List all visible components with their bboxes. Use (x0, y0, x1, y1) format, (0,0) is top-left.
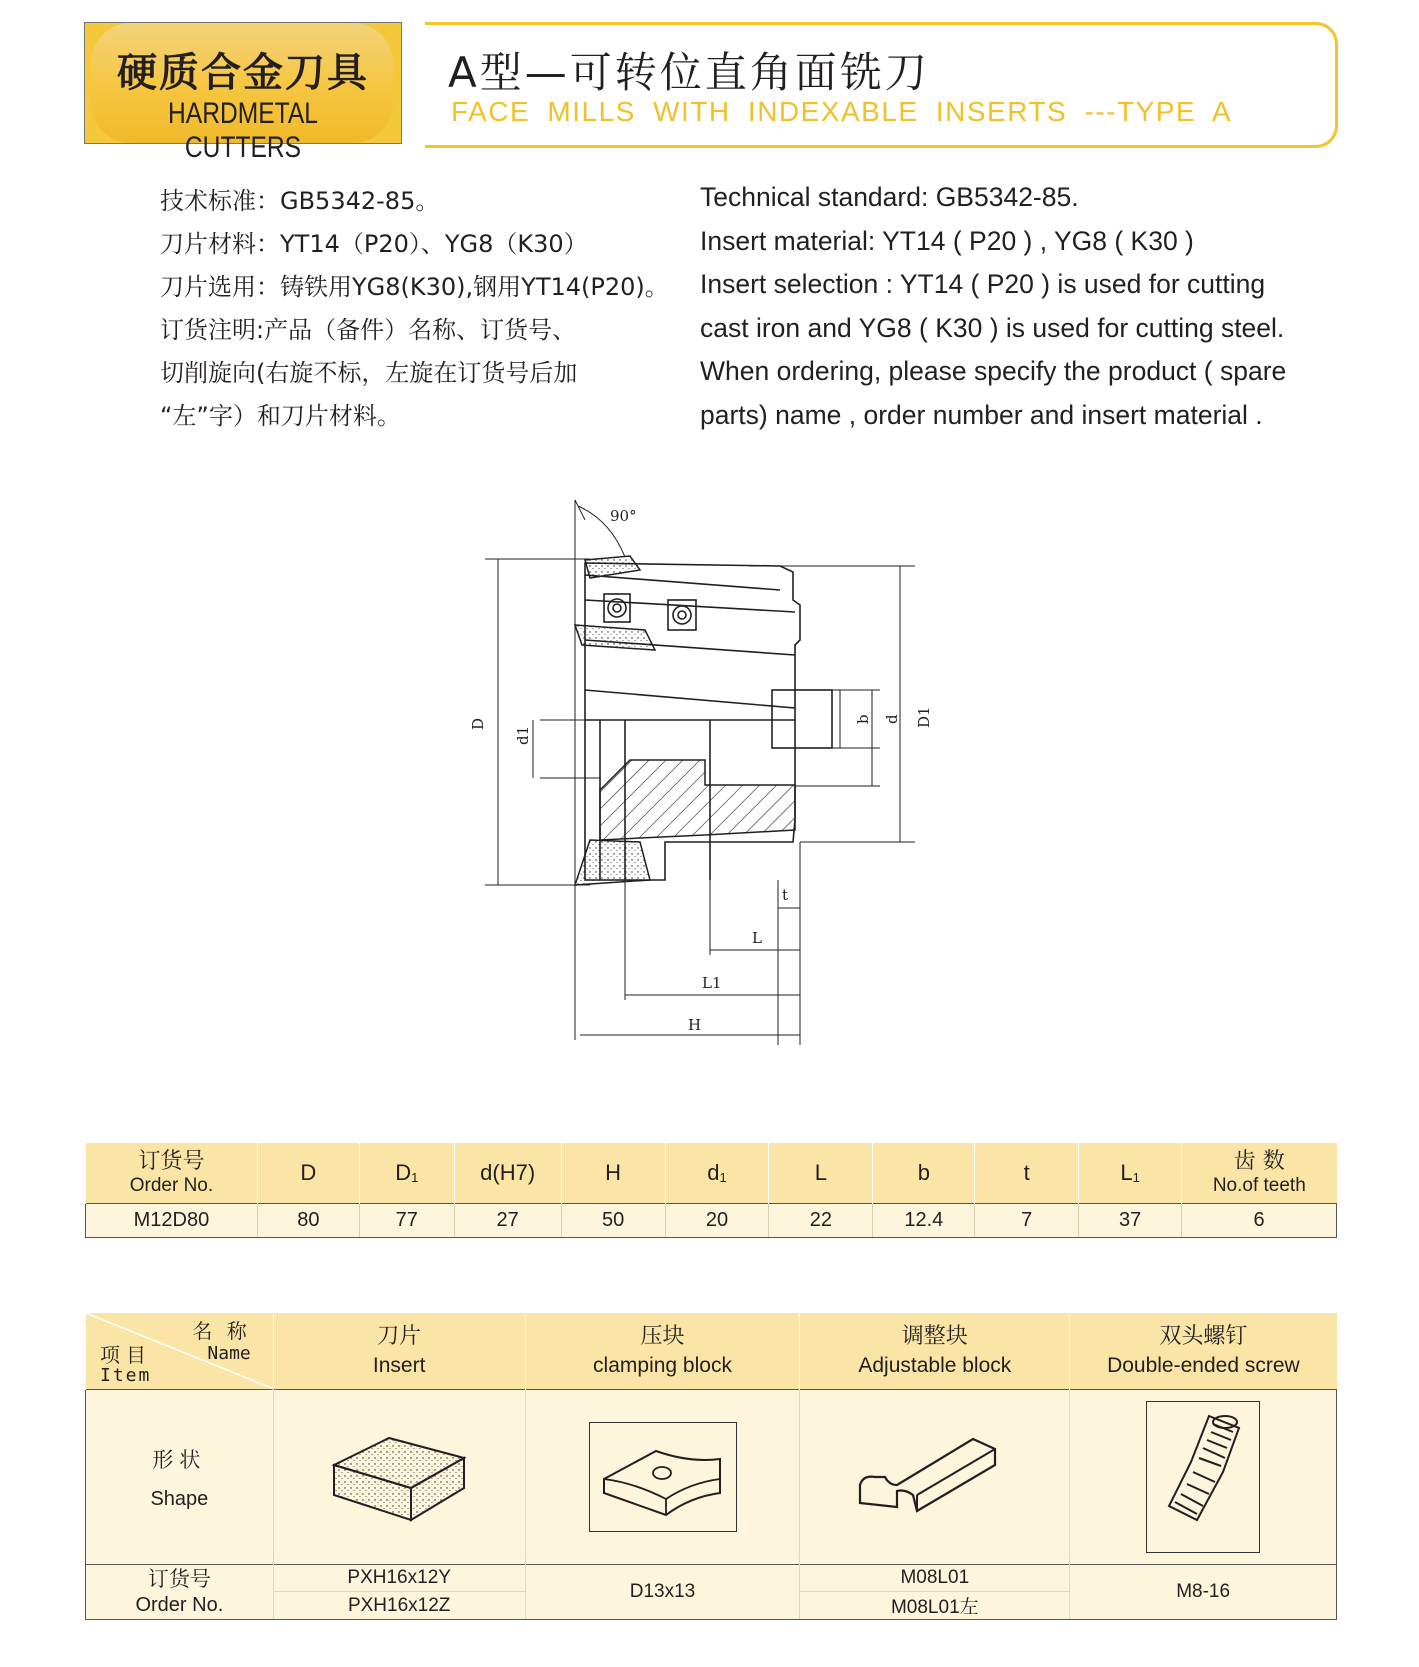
dim-H: H (688, 1016, 702, 1034)
cutter-drawing (450, 490, 933, 1050)
dim-b: b (854, 714, 872, 724)
shape-adjust-cell (800, 1390, 1070, 1565)
dim-D1: D1 (915, 706, 933, 728)
spec-header (1079, 1143, 1182, 1204)
parts-header-row (86, 1313, 1337, 1390)
spec-row (86, 1204, 1337, 1238)
parts-header-adjust (800, 1313, 1070, 1390)
teeth-label-cn: 齿 数 (1233, 1149, 1285, 1174)
dim-L1: L1 (702, 974, 722, 992)
col-name: D (395, 1160, 412, 1185)
corner-item-cn: 项目 (100, 1343, 152, 1367)
insert-mid (575, 625, 655, 650)
header-en: clamping block (593, 1354, 732, 1377)
spec-cell: 77 (359, 1204, 454, 1238)
spec-header-row (86, 1143, 1337, 1204)
intro-en-line: Technical standard: GB5342-85. (700, 182, 1079, 212)
spec-header (454, 1143, 561, 1204)
header-cn: 刀片 (377, 1324, 422, 1349)
dim-t: t (782, 886, 789, 904)
spec-table (85, 1143, 1337, 1238)
spec-cell: 80 (257, 1204, 359, 1238)
teeth-label-en: No.of teeth (1212, 1175, 1306, 1196)
header-cn: 双头螺钉 (1159, 1324, 1248, 1349)
adjust-order-right: M08L01 (800, 1565, 1070, 1592)
col-name: d(H7) (480, 1160, 536, 1185)
parts-header-clamp (525, 1313, 800, 1390)
intro-cn-line: 切削旋向(右旋不标，左旋在订货号后加 (160, 359, 578, 387)
spec-cell: 22 (769, 1204, 873, 1238)
spec-cell: 7 (975, 1204, 1079, 1238)
col-sub: 1 (719, 1170, 727, 1185)
corner-name-en: Name (207, 1343, 251, 1364)
col-name: D (300, 1160, 317, 1185)
spec-cell: 12.4 (873, 1204, 975, 1238)
parts-order-row-1 (86, 1565, 1337, 1592)
order-label-cn: 订货号 (147, 1567, 211, 1591)
spec-header (665, 1143, 769, 1204)
spec-header (769, 1143, 873, 1204)
dim-d1: d1 (514, 725, 532, 745)
dim-L: L (752, 929, 762, 947)
header-en: Adjustable block (858, 1354, 1012, 1377)
section-hatch (600, 760, 795, 840)
spec-cell: 6 (1182, 1204, 1337, 1238)
screw-shape-frame (1146, 1401, 1260, 1553)
parts-corner-cell (86, 1313, 274, 1390)
insert-top (585, 556, 640, 578)
intro-cn-line: 刀片选用：铸铁用YG8(K30),钢用YT14(P20)。 (160, 273, 669, 301)
insert-shape-image (319, 1420, 479, 1530)
shape-label-cn: 形状 (152, 1447, 207, 1472)
intro-cn-line: 技术标准：GB5342-85。 (160, 187, 440, 215)
intro-en-line: parts) name , order number and insert material . (700, 399, 1263, 430)
shape-label-cell (86, 1390, 274, 1565)
header-en: Double-ended screw (1107, 1354, 1300, 1377)
badge-title-cn: 硬质合金刀具 (117, 50, 369, 96)
parts-header-screw (1070, 1313, 1337, 1390)
intro-cn (160, 180, 669, 438)
spec-cell: 27 (454, 1204, 561, 1238)
col-name: b (917, 1160, 930, 1185)
adjust-shape-image (845, 1425, 1025, 1525)
clamp-shape-image (590, 1423, 736, 1531)
angle-label: 90° (610, 507, 637, 525)
page-title-en: FACE MILLS WITH INDEXABLE INSERTS ---TYPE A (451, 96, 1233, 127)
corner-item-en: Item (100, 1365, 152, 1386)
header-cn: 调整块 (901, 1324, 968, 1349)
order-label-cell (86, 1565, 274, 1620)
clamp-order: D13x13 (525, 1565, 800, 1620)
spec-cell: M12D80 (86, 1204, 258, 1238)
spec-header (561, 1143, 665, 1204)
spec-header (257, 1143, 359, 1204)
dim-d: d (883, 714, 901, 724)
parts-shape-row (86, 1390, 1337, 1565)
shape-clamp-cell (525, 1390, 800, 1565)
spec-header (359, 1143, 454, 1204)
header-cn: 压块 (640, 1324, 685, 1349)
insert-order-z: PXH16x12Z (273, 1592, 525, 1620)
shape-label-en: Shape (150, 1487, 209, 1510)
screw-order: M8-16 (1070, 1565, 1337, 1620)
col-sub: 1 (1132, 1170, 1140, 1185)
adjust-order-left: M08L01左 (800, 1592, 1070, 1620)
page-title-cn: A型—可转位直角面铣刀 (448, 48, 930, 97)
col-name: L (1120, 1160, 1133, 1185)
parts-table (85, 1313, 1337, 1620)
shape-insert-cell (273, 1390, 525, 1565)
col-name: L (814, 1160, 828, 1185)
intro-en (700, 176, 1286, 437)
spec-header-teeth (1182, 1143, 1337, 1204)
screw-shape-image (1147, 1402, 1259, 1552)
spec-cell: 50 (561, 1204, 665, 1238)
spec-header (975, 1143, 1079, 1204)
order-label-en: Order No. (129, 1175, 214, 1196)
col-name: t (1023, 1160, 1030, 1185)
dim-D: D (469, 717, 487, 730)
intro-en-line: When ordering, please specify the product ( spare (700, 356, 1287, 386)
header-en: Insert (372, 1354, 426, 1377)
parts-header-insert (273, 1313, 525, 1390)
spec-cell: 37 (1079, 1204, 1182, 1238)
intro-en-line: Insert material: YT14 ( P20 ) , YG8 ( K30 ) (700, 225, 1194, 256)
insert-bottom (575, 840, 650, 885)
intro-en-line: cast iron and YG8 ( K30 ) is used for cutting steel. (700, 312, 1285, 343)
order-label-cn: 订货号 (138, 1149, 205, 1174)
clamp-shape-frame (589, 1422, 737, 1532)
intro-cn-line: 刀片材料：YT14（P20）、YG8（K30） (160, 230, 588, 258)
spec-header (873, 1143, 975, 1204)
intro-en-line: Insert selection : YT14 ( P20 ) is used for cutting (700, 269, 1266, 299)
shape-screw-cell (1070, 1390, 1337, 1565)
spec-header-order (86, 1143, 258, 1204)
col-sub: 1 (411, 1170, 419, 1185)
spec-cell: 20 (665, 1204, 769, 1238)
col-name: H (605, 1160, 622, 1185)
intro-cn-line: 订货注明:产品（备件）名称、订货号、 (160, 316, 577, 344)
intro-cn-line: “左”字）和刀片材料。 (160, 402, 401, 430)
order-label-en: Order No. (135, 1594, 224, 1616)
category-badge (84, 22, 402, 164)
corner-name-cn: 名 称 (192, 1319, 251, 1343)
insert-order-y: PXH16x12Y (273, 1565, 525, 1592)
badge-title-en: HARDMETAL CUTTERS (168, 97, 318, 164)
col-name: d (707, 1160, 720, 1185)
